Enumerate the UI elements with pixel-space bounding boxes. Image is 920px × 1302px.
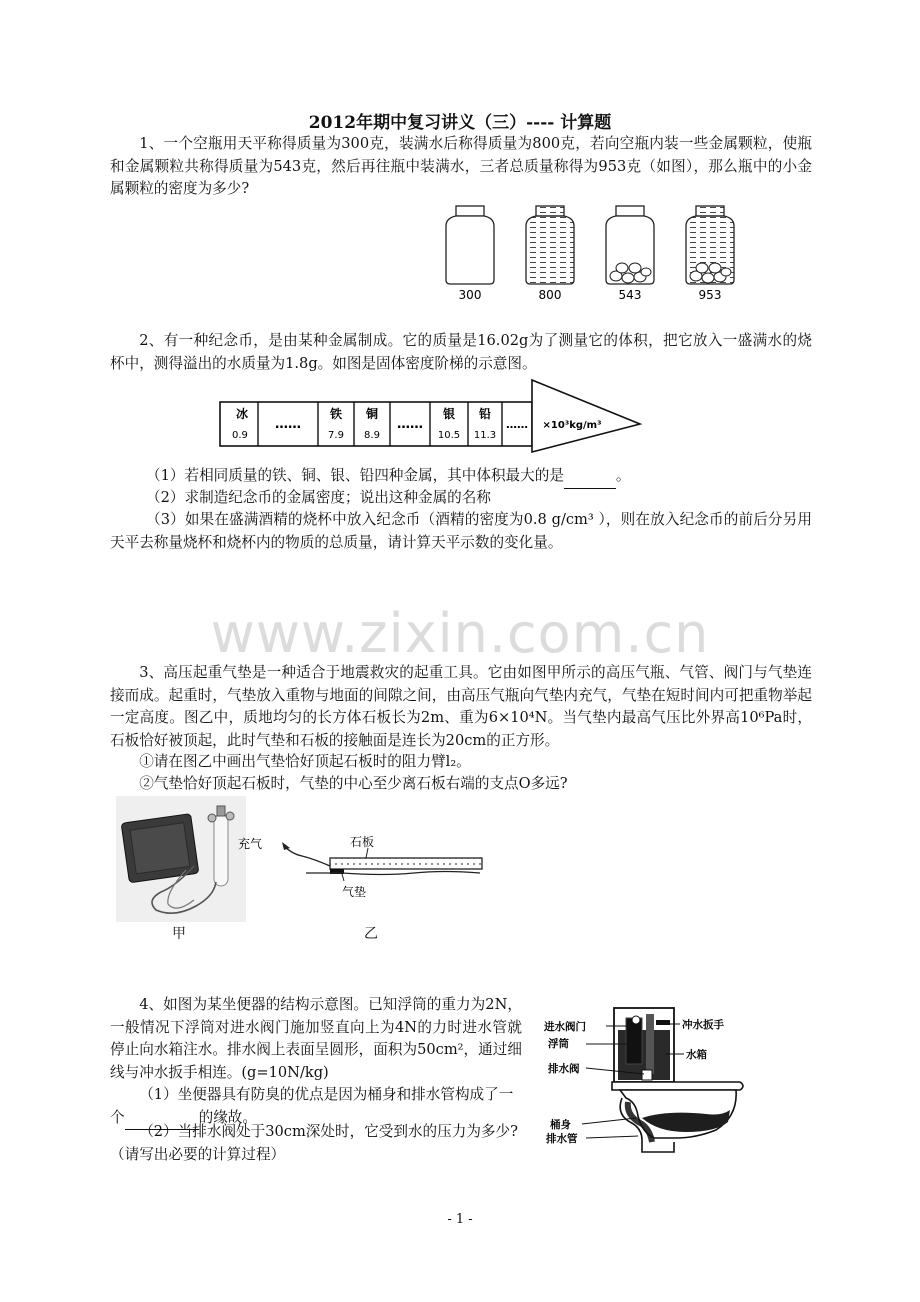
bottle-label-2: 800 <box>538 288 562 302</box>
question-3-item-1: ①请在图乙中画出气垫恰好顶起石板时的阻力臂l₂。 <box>139 753 471 770</box>
ladder-name-ice: 冰 <box>236 407 249 421</box>
ladder-dots-3: …… <box>506 418 528 431</box>
ladder-value-silver: 10.5 <box>437 430 461 441</box>
bottles-figure <box>440 200 740 305</box>
page-title: 2012年期中复习讲义（三）---- 计算题 <box>308 113 612 133</box>
label-inflate: 充气 <box>238 837 263 851</box>
density-ladder-figure <box>218 378 642 454</box>
question-2-text: 2、有一种纪念币，是由某种金属制成。它的质量是16.02g为了测量它的体积，把它放入一盛满水的烧杯中，测得溢出的水质量为1.8g。如图是固体密度阶梯的示意图。 <box>110 332 812 372</box>
question-2-sub-2: （2）求制造纪念币的金属密度；说出这种金属的名称 <box>146 489 491 506</box>
question-3-item-2: ②气垫恰好顶起石板时，气垫的中心至少离石板右端的支点O多远? <box>139 775 568 792</box>
question-2-sub-1 <box>146 465 812 489</box>
answer-blank[interactable] <box>564 465 616 489</box>
ladder-value-ice: 0.9 <box>232 430 248 441</box>
question-2-sub-3: （3）如果在盛满酒精的烧杯中放入纪念币（酒精的密度为0.8 g/cm³ ），则在放入纪念币的前后分另用天平去称量烧杯和烧杯内的物质的总质量，请计算天平示数的变化量。 <box>110 511 812 551</box>
figure-yi-lever <box>238 826 494 906</box>
ladder-unit: ×10³kg/m³ <box>542 420 602 431</box>
figure-jia-caption: 甲 <box>172 926 186 942</box>
page-number: - 1 - <box>447 1212 473 1227</box>
ladder-value-copper: 8.9 <box>364 430 380 441</box>
ladder-value-lead: 11.3 <box>473 430 497 441</box>
question-4-sub-1-text-b: 的缘故。 <box>198 1108 257 1126</box>
watermark: www.zixin.com.cn <box>210 602 710 665</box>
ladder-dots-1: …… <box>275 417 301 432</box>
label-flush-handle: 冲水扳手 <box>682 1019 724 1031</box>
question-3-text: 3、高压起重气垫是一种适合于地震救灾的起重工具。它由如图甲所示的高压气瓶、气管、阀门与气垫连接而成。起重时，气垫放入重物与地面的间隙之间，由高压气瓶向气垫内充气，气垫在短时间内可把重物举起一定高度。图乙中，质地均匀的长方体石板长为2m、重为6×10⁴N。当气垫内最高气压比外界高10⁶Pa时，石板恰好被顶起，此时气垫和石板的接触面是连长为20cm的正方形。 <box>110 664 812 749</box>
ladder-name-iron: 铁 <box>329 407 343 421</box>
label-drain-valve: 排水阀 <box>548 1063 580 1075</box>
label-float: 浮筒 <box>548 1038 569 1050</box>
bottle-label-3: 543 <box>618 288 642 302</box>
bottle-water <box>526 206 574 284</box>
bottle-label-4: 953 <box>698 288 722 302</box>
label-drain-pipe: 排水管 <box>546 1133 578 1145</box>
label-inlet-valve: 进水阀门 <box>544 1021 586 1033</box>
ladder-value-iron: 7.9 <box>328 430 344 441</box>
bottle-label-1: 300 <box>458 288 482 302</box>
question-4-sub-2: （2）当排水阀处于30cm深处时，它受到水的压力为多少?（请写出必要的计算过程） <box>110 1123 518 1163</box>
question-4-sub-1-text-a: （1）坐便器具有防臭的优点是因为桶身和排水管构成了一个 <box>110 1086 514 1126</box>
bottle-metal <box>606 206 654 284</box>
label-slab: 石板 <box>350 835 375 849</box>
ladder-name-silver: 银 <box>442 407 456 421</box>
figure-jia-air-cushion <box>116 796 246 922</box>
ladder-dots-2: …… <box>397 417 423 432</box>
ladder-name-lead: 铅 <box>478 407 492 421</box>
figure-yi-caption: 乙 <box>364 926 378 942</box>
label-tank: 水箱 <box>686 1049 707 1061</box>
bottle-metal-water <box>686 206 734 284</box>
toilet-diagram <box>546 1006 760 1156</box>
bottle-empty <box>446 206 494 284</box>
question-2-sub-1-end: 。 <box>615 467 631 484</box>
label-bowl: 桶身 <box>550 1119 571 1131</box>
question-2-sub-1-text: （1）若相同质量的铁、铜、银、铅四种金属，其中体积最大的是 <box>146 467 564 484</box>
ladder-name-copper: 铜 <box>365 407 379 421</box>
question-4-text: 4、如图为某坐便器的结构示意图。已知浮筒的重力为2N，一般情况下浮筒对进水阀门施加竖直向上为4N的力时进水管就停止向水箱注水。排水阀上表面呈圆形，面积为50cm²，通过细线与冲水扳手相连。(g=10N/kg) <box>110 996 522 1081</box>
label-cushion: 气垫 <box>342 885 367 899</box>
question-1-text: 1、一个空瓶用天平称得质量为300克，装满水后称得质量为800克，若向空瓶内装一些金属颗粒，使瓶和金属颗粒共称得质量为543克，然后再往瓶中装满水，三者总质量称得为953克（如图），那么瓶中的小金属颗粒的密度为多少? <box>110 135 812 197</box>
